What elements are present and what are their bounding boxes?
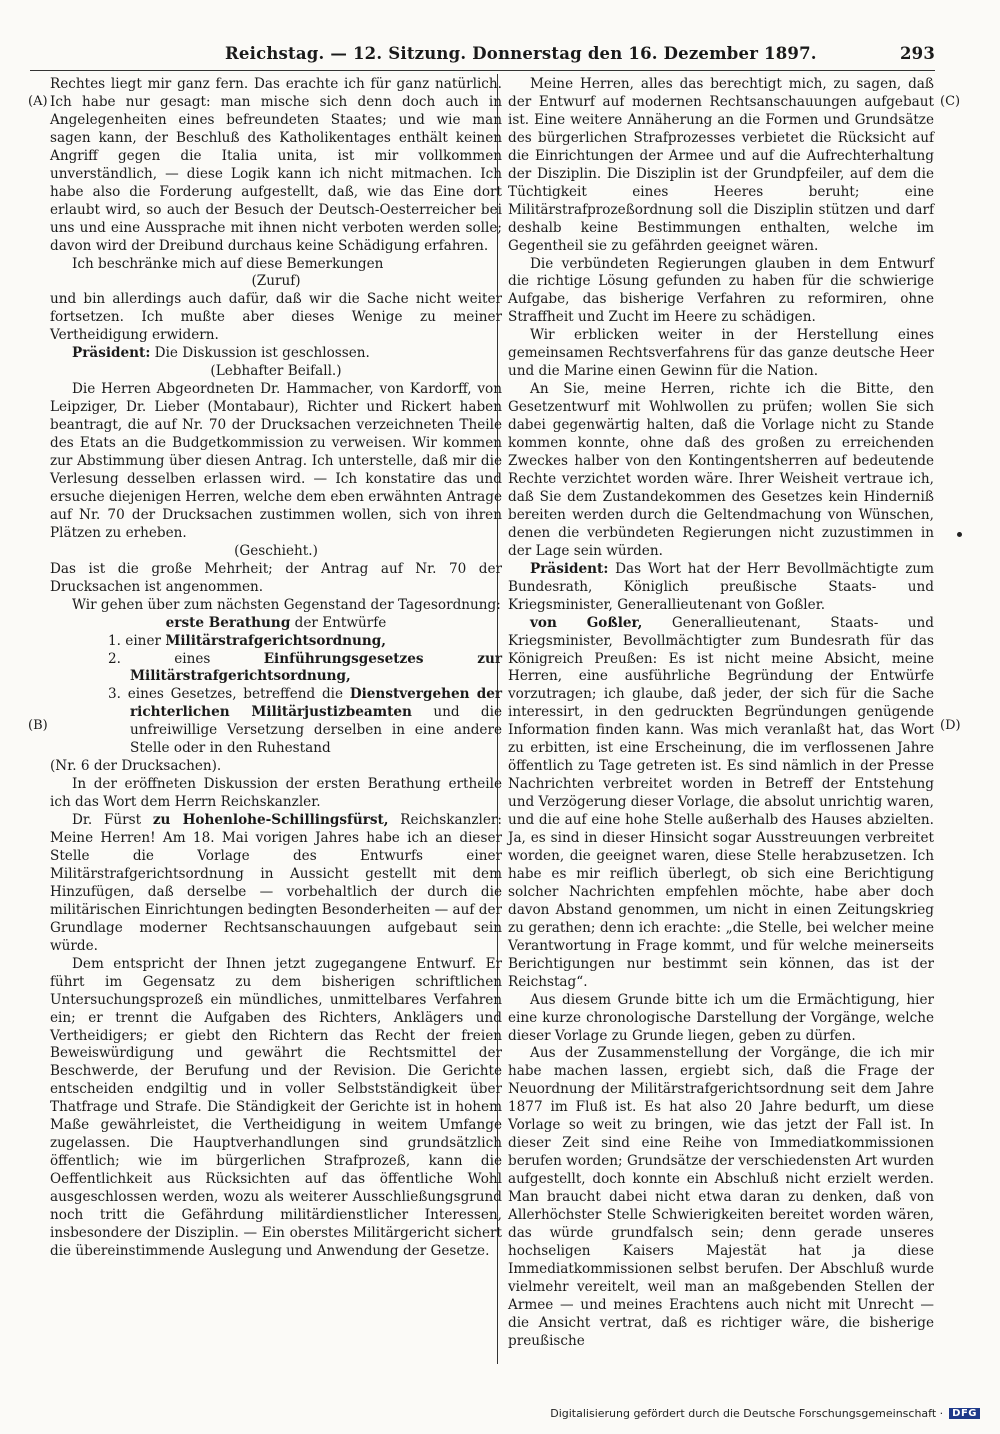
agenda-item-suffix: und die unfreiwillige Versetzung derselben in eine andere Stelle oder in den Ruhestand xyxy=(130,704,502,757)
speaker-name: zu Hohenlohe-Schillingsfürst, xyxy=(152,812,389,829)
speaker-paragraph xyxy=(508,561,934,615)
agenda-reference: (Nr. 6 der Drucksachen). xyxy=(50,758,222,775)
digitization-credit xyxy=(550,1407,980,1420)
speech-text: Das Wort hat der Herr Bevollmächtigte zum Bundesrath, Königlich preußische Staats- und Kriegsminister, Generallieutenant von Goßler. xyxy=(508,560,934,613)
interjection: (Zuruf) xyxy=(251,273,301,290)
agenda-item xyxy=(50,686,502,758)
agenda-item-title: Einführungsgesetzes zur Militärstrafgerichtsordnung, xyxy=(130,650,502,685)
paragraph: Die Herren Abgeordneten Dr. Hammacher, von Kardorff, von Leipziger, Dr. Lieber (Montabaur), Richter und Rickert haben beantragt, die auf Nr. 70 der Drucksachen verzeichneten Theile des Etats an die Budgetkommission zu verweisen. Wir kommen zur Abstimmung über diesen Antrag. Ich unterstelle, daß mir die Verlesung desselben erlassen wird. — Ich konstatire das und ersuche diejenigen Herren, welche dem eben erwähnten Antrage auf Nr. 70 der Drucksachen zustimmen wollen, sich von ihren Plätzen zu erheben. xyxy=(50,381,502,541)
margin-dot xyxy=(957,532,962,537)
paragraph: Aus diesem Grunde bitte ich um die Ermächtigung, hier eine kurze chronologische Darstellung der Vorgänge, welche dieser Vorlage zu Grunde liegen, geben zu dürfen. xyxy=(508,991,934,1044)
speech-text: Reichskanzler: Meine Herren! Am 18. Mai vorigen Jahres habe ich an dieser Stelle die Vorlage des Entwurfs einer Militärstrafgerichtsordnung in Aussicht gestellt mit dem Hinzufügen, daß derselbe — vorbehaltlich der durch die militärischen Einrichtungen bedingten Besonderheiten — auf der Grundlage moderner Rechtsanschauungen aufgebaut sein würde. xyxy=(50,812,502,954)
left-column xyxy=(50,76,502,1261)
right-column xyxy=(508,76,934,1351)
agenda-heading-bold: erste Berathung xyxy=(165,614,291,631)
paragraph: Aus der Zusammenstellung der Vorgänge, die ich mir habe machen lassen, ergiebt sich, daß die Frage der Neuordnung der Militärstrafgerichtsordnung seit dem Jahre 1877 im Fluß ist. Es hat also 20 Jahre bedurft, um diese Vorlage so weit zu bringen, wie das jetzt der Fall ist. In dieser Zeit sind eine Reihe von Immediatkommissionen berufen worden; Grundsätze der verschiedensten Art wurden aufgestellt, doch konnte ein Abschluß nicht erzielt werden. Man braucht dabei nicht etwa daran zu denken, daß von Allerhöchster Stelle Schwierigkeiten bereitet worden wären, das würde grundfalsch sein; denn gerade unseres hochseligen Kaisers Majestät hat ja diese Immediatkommissionen selbst berufen. Der Abschluß wurde vielmehr vereitelt, weil man an maßgebenden Stellen der Armee — und meines Erachtens auch nicht mit Unrecht — die Ansicht vertrat, daß es richtiger wäre, die bisherige preußische xyxy=(508,1045,934,1349)
agenda-item-title: Dienstvergehen der richterlichen Militärjustizbeamten xyxy=(130,686,503,721)
paragraph: Dem entspricht der Ihnen jetzt zugegangene Entwurf. Er führt im Gegensatz zu dem bisherigen schriftlichen Untersuchungsprozeß ein mündliches, unmittelbares Verfahren ein; er trennt die Aufgaben des Richters, Anklägers und Vertheidigers; er giebt den Richtern das Recht der freien Beweiswürdigung und gewährt die Rechtsmittel der Beschwerde, der Berufung und der Revision. Die Gerichte entscheiden endgiltig und in voller Selbstständigkeit über Thatfrage und Strafe. Die Ständigkeit der Gerichte ist in hohem Maße gewährleistet, die Vertheidigung in weitem Umfange zugelassen. Die Hauptverhandlungen sind grundsätzlich öffentlich; wie im bürgerlichen Strafprozeß, kann die Oeffentlichkeit aus Rücksichten auf das öffentliche Wohl ausgeschlossen werden, wozu als weiterer Ausschließungsgrund noch tritt die Gefährdung militärdienstlicher Interessen, insbesondere der Disziplin. — Ein oberstes Militärgericht sichert die übereinstimmende Auslegung und Anwendung der Gesetze. xyxy=(50,955,502,1259)
speaker-name: Präsident: xyxy=(530,560,609,577)
paragraph: In der eröffneten Diskussion der ersten Berathung ertheile ich das Wort dem Herrn Reichskanzler. xyxy=(50,776,502,811)
speaker-name: Präsident: xyxy=(72,345,151,362)
agenda-item xyxy=(50,651,502,687)
paragraph: Wir erblicken weiter in der Herstellung eines gemeinsamen Rechtsverfahrens für das ganze deutsche Heer und die Marine einen Gewinn für die Nation. xyxy=(508,327,934,380)
speech-text: Die Diskussion ist geschlossen. xyxy=(150,345,370,362)
speaker-name: von Goßler, xyxy=(530,614,643,631)
speaker-paragraph xyxy=(50,345,502,363)
margin-mark-b: (B) xyxy=(28,718,48,733)
agenda-heading-text: der Entwürfe xyxy=(290,614,387,631)
speaker-paragraph xyxy=(508,615,934,992)
agenda-item-title: Militärstrafgerichtsordnung, xyxy=(165,632,387,649)
margin-mark-c: (C) xyxy=(940,94,961,109)
dfg-logo: DFG xyxy=(949,1408,980,1419)
header-rule xyxy=(30,70,935,71)
agenda-item xyxy=(50,633,502,651)
interjection: (Geschieht.) xyxy=(234,542,318,559)
paragraph: und bin allerdings auch dafür, daß wir die Sache nicht weiter fortsetzen. Ich mußte aber dieses Wenige zu meiner Vertheidigung erwidern. xyxy=(50,291,502,344)
credit-text: Digitalisierung gefördert durch die Deutsche Forschungsgemeinschaft · xyxy=(550,1407,944,1420)
agenda-item-prefix: 1. einer xyxy=(108,632,166,649)
page-number: 293 xyxy=(899,44,935,63)
paragraph: Meine Herren, alles das berechtigt mich, zu sagen, daß der Entwurf auf modernen Rechtsanschauungen aufgebaut ist. Eine weitere Annäherung an die Formen und Grundsätze des bürgerlichen Strafprozesses verbietet die Rücksicht auf die Einrichtungen der Armee und auf die Aufrechterhaltung der Disziplin. Die Disziplin ist der Grundpfeiler, auf dem die Tüchtigkeit eines Heeres beruht; eine Militärstrafprozeßordnung soll die Disziplin stützen und darf deshalb keine Bestimmungen enthalten, welche im Gegentheil sie zu gefährden geeignet wären. xyxy=(508,76,934,254)
agenda-heading xyxy=(50,615,502,633)
margin-mark-d: (D) xyxy=(940,718,961,733)
paragraph: Wir gehen über zum nächsten Gegenstand der Tagesordnung: xyxy=(72,596,501,613)
agenda-item-prefix: 3. eines Gesetzes, betreffend die xyxy=(108,686,350,703)
speaker-prefix: Dr. Fürst xyxy=(72,812,153,829)
speaker-paragraph xyxy=(50,812,502,956)
running-head: Reichstag. — 12. Sitzung. Donnerstag den 16. Dezember 1897. xyxy=(225,44,817,63)
paragraph: Das ist die große Mehrheit; der Antrag auf Nr. 70 der Drucksachen ist angenommen. xyxy=(50,560,502,595)
paragraph: Die verbündeten Regierungen glauben in dem Entwurf die richtige Lösung gefunden zu haben für die schwierige Aufgabe, das bisherige Verfahren zu reformiren, ohne Straffheit und Zucht im Heere zu schädigen. xyxy=(508,255,934,326)
margin-mark-a: (A) xyxy=(28,94,48,109)
interjection: (Lebhafter Beifall.) xyxy=(210,363,342,380)
paragraph: Ich beschränke mich auf diese Bemerkungen xyxy=(72,255,384,272)
agenda-item-prefix: 2. eines xyxy=(108,650,264,667)
paragraph: Rechtes liegt mir ganz fern. Das erachte ich für ganz natürlich. Ich habe nur gesagt: man mische sich denn doch auch in Angelegenheiten eines befreundeten Staates; und wie man sagen kann, der Beschluß des Katholikentages enthält keinen Angriff gegen die Italia unita, ist mir vollkommen unverständlich, — diese Logik kann ich nicht mitmachen. Ich habe also die Forderung aufgestellt, daß, wie das Eine dort erlaubt wird, so auch der Besuch der Deutsch-Oesterreicher bei uns und eine Aussprache mit ihnen nicht verboten werden solle; davon wird der Dreibund durchaus keine Schädigung erfahren. xyxy=(50,76,502,254)
speech-text: Generallieutenant, Staats- und Kriegsminister, Bevollmächtigter zum Bundesrath für das Königreich Preußen: Es ist nicht meine Absicht, meine Herren, eine ausführliche Begründung der Entwürfe vorzutragen; ich glaube, daß jeder, der sich für die Sache interessirt, in den gedruckten Begründungen genügende Information finden kann. Was mich veranlaßt hat, das Wort zu erbitten, ist eine Erscheinung, die im verflossenen Jahre öffentlich zu Tage getreten ist. Es sind nämlich in der Presse Nachrichten verbreitet worden in Betreff der Entstehung und Verzögerung dieser Vorlage, die absolut unrichtig waren, und die auf eine hohe Stelle außerhalb des Hauses abzielten. Ja, es sind in dieser Hinsicht sogar Ausstreuungen verbreitet worden, die geeignet waren, diese Stelle herabzusetzen. Ich habe es mir reiflich überlegt, ob sich eine Berichtigung solcher Nachrichten empfehlen möchte, habe aber doch davon Abstand genommen, um nicht in einen Zeitungskrieg zu gerathen; denn ich erachte: „die Stelle, bei welcher meine Verantwortung in Frage kommt, und für welche meinerseits Berichtigungen nur bestimmt sein können, das ist der Reichstag“. xyxy=(508,614,934,990)
paragraph: An Sie, meine Herren, richte ich die Bitte, den Gesetzentwurf mit Wohlwollen zu prüfen; wollen Sie sich dabei gegenwärtig halten, daß die Vorlage nicht zu Stande kommen konnte, ohne daß des großen zu erreichenden Zweckes halber von den Kontingentsherren auf bedeutende Rechte verzichtet worden wäre. Ihrer Weisheit vertraue ich, daß Sie dem Zustandekommen des Gesetzes kein Hinderniß bereiten werden durch die Geltendmachung von Wünschen, denen die verbündeten Regierungen nicht zuzustimmen in der Lage sein würden. xyxy=(508,381,934,559)
page-header xyxy=(225,44,935,70)
